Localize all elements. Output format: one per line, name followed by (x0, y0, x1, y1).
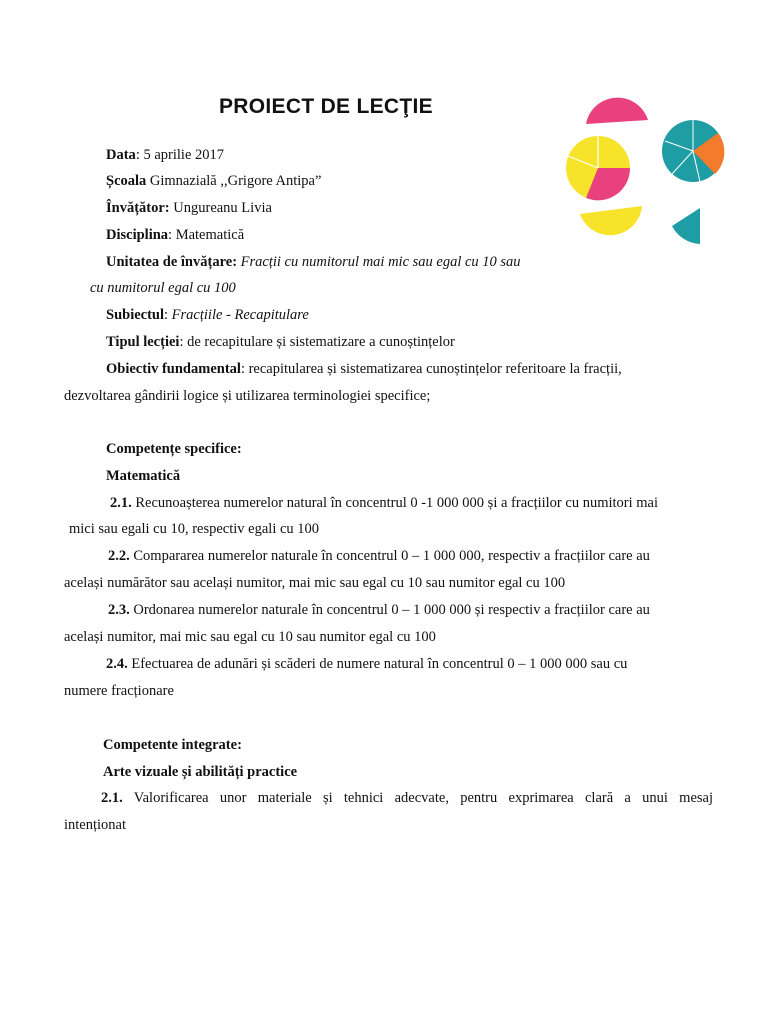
competence-number: 2.1. (110, 495, 132, 511)
competence-text: Efectuarea de adunări și scăderi de numere natural în concentrul 0 – 1 000 000 sau cu (127, 656, 628, 672)
lesson-type-value: : de recapitulare și sistematizare a cunoștințelor (179, 334, 455, 350)
teacher-line (106, 199, 272, 217)
lesson-type-line (106, 333, 455, 351)
competence-item-cont: mici sau egali cu 10, respectiv egali cu 100 (69, 521, 320, 537)
objective-line (106, 360, 622, 378)
objective-line-2 (64, 387, 430, 405)
integrated-item (101, 789, 713, 807)
competence-item (108, 547, 650, 565)
school-label: Școala (106, 173, 147, 189)
competence-number: 2.2. (108, 548, 130, 564)
competences-subject: Matematică (106, 468, 181, 484)
teacher-value: Ungureanu Livia (169, 200, 272, 216)
integrated-item-cont: intenționat (64, 817, 127, 833)
competence-item-cont: numere fracționare (64, 683, 174, 699)
competence-text: Recunoașterea numerelor natural în concentrul 0 -1 000 000 și a fracțiilor cu numitori mai (131, 495, 659, 511)
integrated-heading: Competente integrate: (103, 737, 242, 753)
unit-line-2 (90, 279, 236, 297)
integrated-text: Valorificarea unor materiale și tehnici adecvate, pentru exprimarea clară a unui mesaj (122, 790, 713, 806)
integrated-subject: Arte vizuale și abilități practice (103, 764, 298, 780)
unit-value-cont: cu numitorul egal cu 100 (90, 280, 236, 296)
competence-item (108, 601, 650, 619)
competences-heading: Competențe specifice: (106, 441, 242, 457)
competence-number: 2.4. (106, 656, 128, 672)
discipline-value: : Matematică (168, 227, 245, 243)
teacher-label: Învățător: (106, 200, 170, 216)
date-label: Data (106, 147, 136, 163)
page-title: PROIECT DE LECŢIE (219, 95, 433, 118)
competence-item-cont: același numitor, mai mic sau egal cu 10 sau numitor egal cu 100 (64, 629, 436, 645)
unit-line (106, 253, 521, 271)
lesson-type-label: Tipul lecției (106, 334, 180, 350)
unit-label: Unitatea de învățare: (106, 254, 238, 270)
subject-value: Fracțiile - Recapitulare (171, 307, 309, 323)
competence-item (110, 494, 658, 512)
competence-item (106, 655, 627, 673)
fraction-circles-icon (560, 86, 740, 256)
discipline-line (106, 226, 244, 244)
subject-sep: : (164, 307, 172, 323)
unit-value: Fracții cu numitorul mai mic sau egal cu 10 sau (237, 254, 521, 270)
date-line (106, 146, 224, 164)
competence-number: 2.3. (108, 602, 130, 618)
subject-line (106, 306, 309, 324)
objective-label: Obiectiv fundamental (106, 361, 241, 377)
competence-text: Compararea numerelor naturale în concentrul 0 – 1 000 000, respectiv a fracțiilor care au (129, 548, 650, 564)
school-value: Gimnazială ,,Grigore Antipa” (146, 173, 322, 189)
date-value: : 5 aprilie 2017 (135, 147, 225, 163)
objective-value-cont: dezvoltarea gândirii logice și utilizarea terminologiei specifice; (64, 388, 431, 404)
discipline-label: Disciplina (106, 227, 169, 243)
integrated-number: 2.1. (101, 790, 123, 806)
subject-label: Subiectul (106, 307, 165, 323)
competence-item-cont: același numărător sau același numitor, mai mic sau egal cu 10 sau numitor egal cu 100 (64, 575, 566, 591)
school-line (106, 172, 321, 190)
competence-text: Ordonarea numerelor naturale în concentrul 0 – 1 000 000 și respectiv a fracțiilor care au (129, 602, 650, 618)
objective-value: : recapitularea și sistematizarea cunoștințelor referitoare la fracții, (240, 361, 622, 377)
